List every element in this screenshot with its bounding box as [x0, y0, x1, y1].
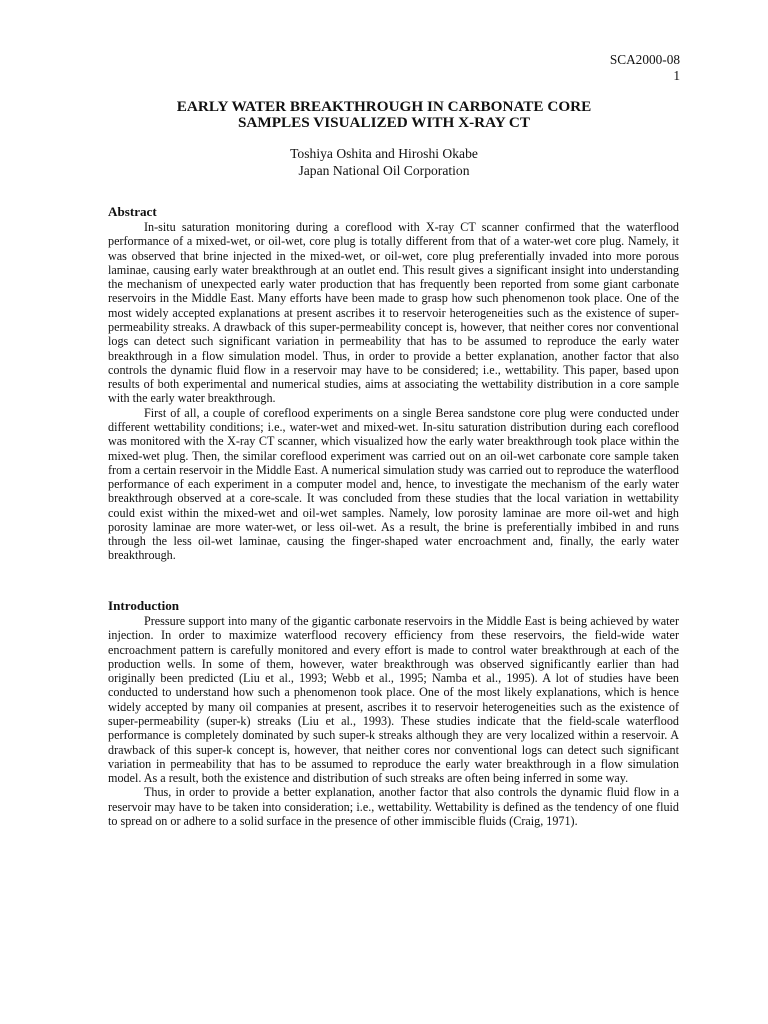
abstract-paragraph-1: In-situ saturation monitoring during a coreflood with X-ray CT scanner confirmed that the waterflood performance of a mixed-wet, or oil-wet, core plug is totally different from that of a water-wet core plug. Namely, it was observed that brine injected in the mixed-wet, or oil-wet, core plug preferentially invaded into more porous laminae, causing early water breakthrough at an outlet end. This result gives a significant insight into understanding the mechanism of unexpected early water production that has frequently been reported from some giant carbonate reservoirs in the Middle East. Many efforts have been made to grasp how such phenomenon took place. One of the most widely accepted explanations at present ascribes it to reservoir heterogeneities such as the existence of super-permeability streaks. A drawback of this super-permeability concept is, however, that neither cores nor conventional logs can detect such significant variation in permeability that has to be assumed to reproduce the early water breakthrough in a flow simulation model. Thus, in order to provide a better explanation, another factor that also controls the dynamic fluid flow in a reservoir may have to be considered; i.e., wettability. This paper, based upon results of both experimental and numerical studies, aims at associating the wettability distribution in a core sample with the early water breakthrough. [108, 220, 679, 406]
page-number: 1 [673, 67, 680, 83]
introduction-paragraph-1: Pressure support into many of the gigantic carbonate reservoirs in the Middle East is being achieved by water injection. In order to maximize waterflood recovery efficiency from these reservoirs, the field-wide water encroachment pattern is carefully monitored and every effort is made to control water breakthrough at each of the production wells. In some of them, however, water breakthrough was observed significantly earlier than had originally been predicted (Liu et al., 1993; Webb et al., 1995; Namba et al., 1995). A lot of studies have been conducted to understand how such a phenomenon took place. One of the most likely explanations, which is hence widely accepted by many oil companies at present, ascribes it to reservoir heterogeneities such as the existence of super-permeability (super-k) streaks (Liu et al., 1993). These studies indicate that the field-scale waterflood performance is completely dominated by such super-k streaks although they are very localized within a reservoir. A drawback of this super-k concept is, however, that neither cores nor conventional logs can detect such significant variation in permeability that has to be assumed to reproduce the early water breakthrough in a flow simulation model. As a result, both the existence and distribution of such streaks are often being inferred in some way. [108, 614, 679, 786]
author-affiliation: Japan National Oil Corporation [298, 162, 470, 178]
paper-title-line-2: SAMPLES VISUALIZED WITH X-RAY CT [237, 113, 530, 131]
author-block [88, 146, 680, 179]
abstract-heading: Abstract [108, 204, 157, 219]
introduction-paragraph-2: Thus, in order to provide a better explanation, another factor that also controls the dynamic fluid flow in a reservoir may have to be taken into consideration; i.e., wettability. Wettability is defined as the tendency of one fluid to spread on or adhere to a solid surface in the presence of other immiscible fluids (Craig, 1971). [108, 785, 679, 828]
paper-title-line-1: EARLY WATER BREAKTHROUGH IN CARBONATE CORE [176, 98, 592, 115]
paper-title [88, 99, 680, 130]
paper-code: SCA2000-08 [609, 52, 680, 67]
introduction-heading: Introduction [108, 598, 180, 613]
author-names: Toshiya Oshita and Hiroshi Okabe [290, 146, 478, 161]
abstract-section [108, 204, 679, 563]
abstract-paragraph-2: First of all, a couple of coreflood experiments on a single Berea sandstone core plug were conducted under different wettability conditions; i.e., water-wet and mixed-wet. In-situ saturation distribution during each coreflood was monitored with the X-ray CT scanner, which visualized how the early water breakthrough took place within the mixed-wet plug. Then, the similar coreflood experiment was carried out on an oil-wet carbonate core sample taken from a certain reservoir in the Middle East. A numerical simulation study was carried out to reproduce the waterflood performance of each experiment in a computer model and, hence, to investigate the mechanism of the early water breakthrough observed at a core-scale. It was concluded from these studies that the local variation in wettability could exist within the mixed-wet and oil-wet samples. Namely, low porosity laminae are more oil-wet and high porosity laminae are more water-wet, or less oil-wet. As a result, the brine is preferentially imbibed in and runs through the less oil-wet laminae, causing the finger-shaped water encroachment and, finally, the early water breakthrough. [108, 405, 679, 563]
introduction-section [108, 598, 679, 828]
page-header [610, 52, 680, 83]
